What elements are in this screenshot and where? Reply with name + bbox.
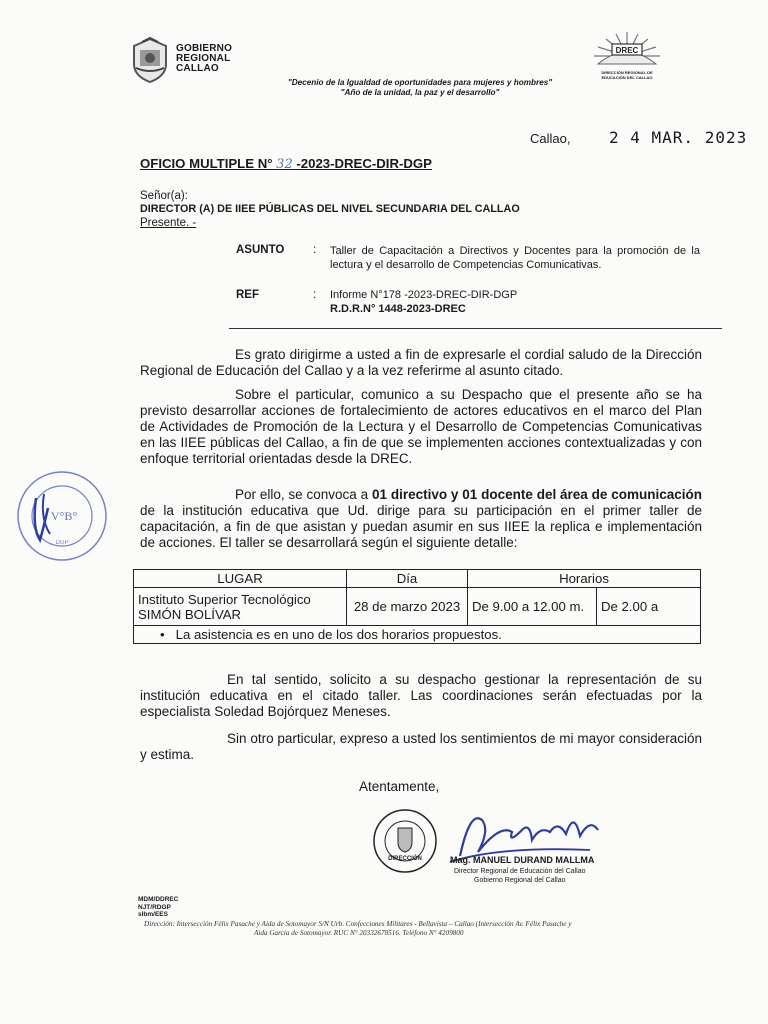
gobierno-regional-logo — [126, 36, 174, 84]
direccion-stamp — [372, 808, 438, 874]
oficio-number: OFICIO MULTIPLE N° 32 -2023-DREC-DIR-DGP — [140, 156, 432, 172]
dgp-text: DGP — [55, 540, 69, 546]
asunto-label: ASUNTO — [236, 244, 285, 256]
header-dia: Día — [347, 570, 468, 588]
signer-name: Mag. MANUEL DURAND MALLMA — [450, 855, 595, 865]
ref-label: REF — [236, 289, 259, 301]
ref-line-1: Informe N°178 -2023-DREC-DIR-DGP — [330, 289, 518, 301]
ref-line-2: R.D.R.N° 1448-2023-DREC — [330, 303, 466, 315]
addressee: DIRECTOR (A) DE IIEE PÚBLICAS DEL NIVEL SECUNDARIA DEL CALLAO — [140, 203, 520, 215]
lugar-cell: Instituto Superior Tecnológico SIMÓN BOLÍVAR — [134, 588, 347, 626]
schedule-table — [133, 569, 701, 644]
paragraph-3: Por ello, se convoca a 01 directivo y 01 docente del área de comunicación de la institución educativa que Ud. dirige para su participación en el primer taller de capacitación, a fin de que asistan y puedan asumir en sus IIEE la replica e implementación de acciones. El taller se desarrollará según el siguiente detalle: — [140, 487, 702, 550]
drec-label: DREC — [615, 46, 639, 55]
vobo-stamp — [14, 468, 110, 564]
date-stamp: 2 4 MAR. 2023 — [609, 128, 748, 147]
drec-subtitle: DIRECCIÓN REGIONAL DE EDUCACIÓN DEL CALLAO — [601, 70, 653, 80]
salutation: Señor(a): — [140, 190, 188, 202]
horario-2-cell: De 2.00 a — [597, 588, 701, 626]
place: Callao, — [530, 131, 571, 146]
divider — [229, 328, 722, 329]
ref-colon: : — [313, 289, 317, 301]
reference-codes: MDM/DDREC NJT/RDGP slbm/EES — [138, 896, 179, 918]
paragraph-2: Sobre el particular, comunico a su Despacho que el presente año se ha previsto desarrollar acciones de fortalecimiento de actores educativos en el marco del Plan de Actividades de Promoción de la Lectura y el Desarrollo de Competencias Comunicativas en las IIEE públicas del Callao, a fin de que se implementen acciones contextualizadas y con enfoque territorial orientadas desde la DREC. — [140, 387, 702, 466]
paragraph-5: Sin otro particular, expreso a usted los sentimientos de mi mayor consideración y estima. — [140, 731, 702, 762]
horario-1-cell: De 9.00 a 12.00 m. — [468, 588, 597, 626]
gobierno-regional-name: GOBIERNO REGIONAL CALLAO — [176, 43, 233, 74]
asunto-text: Taller de Capacitación a Directivos y Docentes para la promoción de la lectura y el desarrollo de Competencias Comunicativas. — [330, 245, 700, 271]
paragraph-4: En tal sentido, solicito a su despacho gestionar la representación de su institución educativa en el citado taller. Las coordinaciones serán efectuadas por la especialista Soledad Bojórquez Meneses. — [140, 672, 702, 719]
attendance-note: • La asistencia es en uno de los dos horarios propuestos. — [134, 626, 701, 644]
footer-address: Dirección: Intersección Félix Pasache y Aida de Sotomayor S/N Urb. Confecciones Militares - Bellavista – Callao (Intersección Av. Félix Pasache y Aida Garcia de Sotomayor. RUC N° 20332678516. Teléfono N° 4209800 — [144, 920, 572, 937]
decenio-motto: "Decenio de la Igualdad de oportunidades para mujeres y hombres" "Año de la unidad, la paz y el desarrollo" — [287, 78, 553, 97]
dia-cell: 28 de marzo 2023 — [347, 588, 468, 626]
header-horarios: Horarios — [468, 570, 701, 588]
asunto-colon: : — [313, 244, 317, 256]
header-lugar: LUGAR — [134, 570, 347, 588]
signer-title: Director Regional de Educación del Callao Gobierno Regional del Callao — [454, 868, 586, 884]
vobo-text: V°B° — [50, 509, 78, 523]
closing: Atentamente, — [359, 779, 440, 794]
paragraph-1: Es grato dirigirme a usted a fin de expresarle el cordial saludo de la Dirección Regional de Educación del Callao y a la vez referirme al asunto citado. — [140, 347, 702, 378]
handwritten-number: 32 — [276, 157, 293, 172]
presente: Presente. - — [140, 217, 197, 229]
stamp-center-text: DIRECCIÓN — [388, 856, 422, 862]
